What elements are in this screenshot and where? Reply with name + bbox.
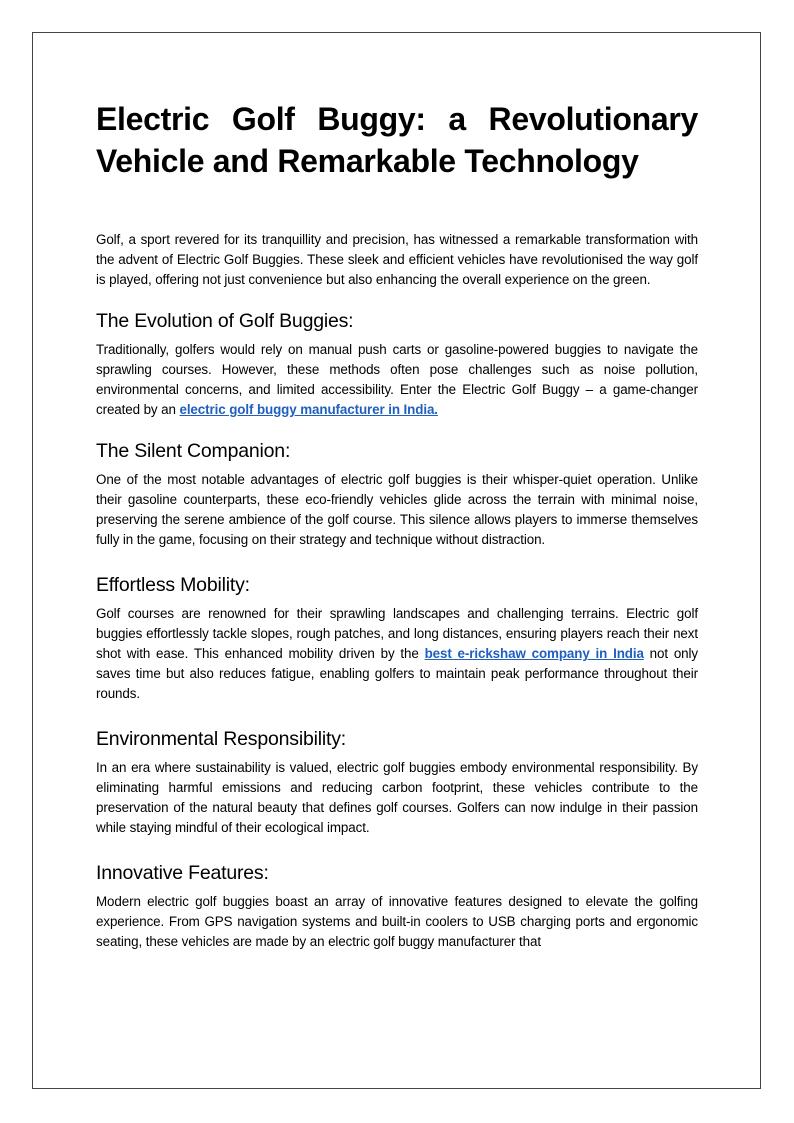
section-heading: Effortless Mobility:: [96, 574, 250, 596]
document-body: [96, 98, 698, 970]
golf-buggy-manufacturer-link[interactable]: electric golf buggy manufacturer in India.: [179, 402, 438, 417]
intro-paragraph: Golf, a sport revered for its tranquillity and precision, has witnessed a remarkable transformation with the advent of Electric Golf Buggies. These sleek and efficient vehicles have revolutionised the way golf is played, offering not just convenience but also enhancing the overall experience on the green.: [96, 232, 698, 287]
paragraph-text: Traditionally, golfers would rely on manual push carts or gasoline-powered buggies to navigate the sprawling courses. However, these methods often pose challenges such as noise pollution, environmental concerns, and limited accessibility. Enter the Electric Golf Buggy – a game-changer created by an: [96, 342, 698, 417]
section-heading: Environmental Responsibility:: [96, 728, 346, 750]
section-heading: The Silent Companion:: [96, 440, 291, 462]
paragraph-text: not only saves time but also reduces fatigue, enabling golfers to maintain peak performance throughout their rounds.: [96, 646, 698, 701]
section-paragraph: [96, 340, 698, 420]
section-paragraph: [96, 604, 698, 704]
e-rickshaw-company-link[interactable]: best e-rickshaw company in India: [424, 646, 644, 661]
section-paragraph: In an era where sustainability is valued, electric golf buggies embody environmental responsibility. By eliminating harmful emissions and reducing carbon footprint, these vehicles contribute to the preservation of the natural beauty that defines golf courses. Golfers can now indulge in their passion while staying mindful of their ecological impact.: [96, 760, 698, 835]
document-title: Electric Golf Buggy: a Revolutionary Vehicle and Remarkable Technology: [96, 101, 698, 179]
section-heading: The Evolution of Golf Buggies:: [96, 310, 354, 332]
section-paragraph: Modern electric golf buggies boast an array of innovative features designed to elevate the golfing experience. From GPS navigation systems and built-in coolers to USB charging ports and ergonomic seating, these vehicles are made by an electric golf buggy manufacturer that: [96, 894, 698, 949]
section-heading: Innovative Features:: [96, 862, 269, 884]
section-paragraph: One of the most notable advantages of electric golf buggies is their whisper-quiet operation. Unlike their gasoline counterparts, these eco-friendly vehicles glide across the terrain with minimal noise, preserving the serene ambience of the golf course. This silence allows players to immerse themselves fully in the game, focusing on their strategy and technique without distraction.: [96, 472, 698, 547]
paragraph-text: Golf courses are renowned for their sprawling landscapes and challenging terrains. Electric golf buggies effortlessly tackle slopes, rough patches, and long distances, ensuring players reach their next shot with ease. This enhanced mobility driven by the: [96, 606, 698, 661]
